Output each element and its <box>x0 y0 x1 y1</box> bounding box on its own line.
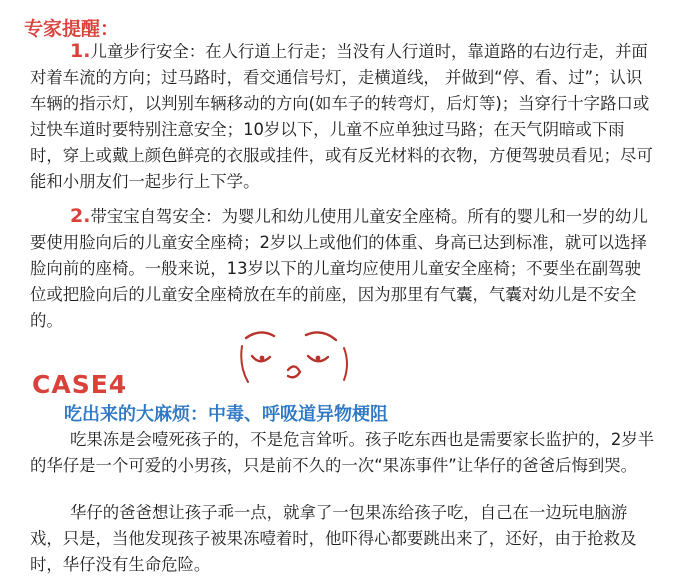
case-label: CASE4 <box>32 370 128 399</box>
tip-driving-safety <box>30 203 655 334</box>
tip-number: 2. <box>70 205 91 227</box>
case-paragraph-1: 吃果冻是会噎死孩子的，不是危言耸听。孩子吃东西也是需要家长监护的，2岁半的华仔是一个可爱的小男孩，只是前不久的一次“果冻事件”让华仔的爸爸后悔到哭。 <box>30 430 655 475</box>
tip-number: 1. <box>70 40 91 62</box>
section-heading: 专家提醒： <box>24 18 120 40</box>
case-paragraph-2: 华仔的爸爸想让孩子乖一点，就拿了一包果冻给孩子吃，自己在一边玩电脑游戏，只是，当他发现孩子被果冻噎着时，他吓得心都要跳出来了，还好，由于抢救及时，华仔没有生命危险。 <box>30 503 637 574</box>
case-subtitle: 吃出来的大麻烦：中毒、呼吸道异物梗阻 <box>64 404 388 425</box>
tip-text: 儿童步行安全：在人行道上行走；当没有人行道时，靠道路的右边行走，并面对着车流的方向；过马路时，看交通信号灯，走横道线， 并做到“停、看、过”；认识车辆的指示灯，以判别车辆移动的方向(如车子的转弯灯，后灯等)；当穿行十字路口或过快车道时要特别注意安全；10岁以下，儿童不应单独过马路；在天气阴暗或下雨时，穿上或戴上颜色鲜亮的衣服或挂件，或有反光材料的衣物，方便驾驶员看见；尽可能和小朋友们一起步行上下学。 <box>30 42 653 191</box>
tip-text: 带宝宝自驾安全：为婴儿和幼儿使用儿童安全座椅。所有的婴儿和一岁的幼儿要使用脸向后的儿童安全座椅；2岁以上或他们的体重、身高已达到标准，就可以选择脸向前的座椅。一般来说，13岁以下的儿童均应使用儿童安全座椅；不要坐在副驾驶位或把脸向后的儿童安全座椅放在车的前座，因为那里有气囊，气囊对幼儿是不安全的。 <box>30 207 648 330</box>
tip-walking-safety <box>30 38 655 195</box>
doodle-face-icon <box>238 326 358 386</box>
